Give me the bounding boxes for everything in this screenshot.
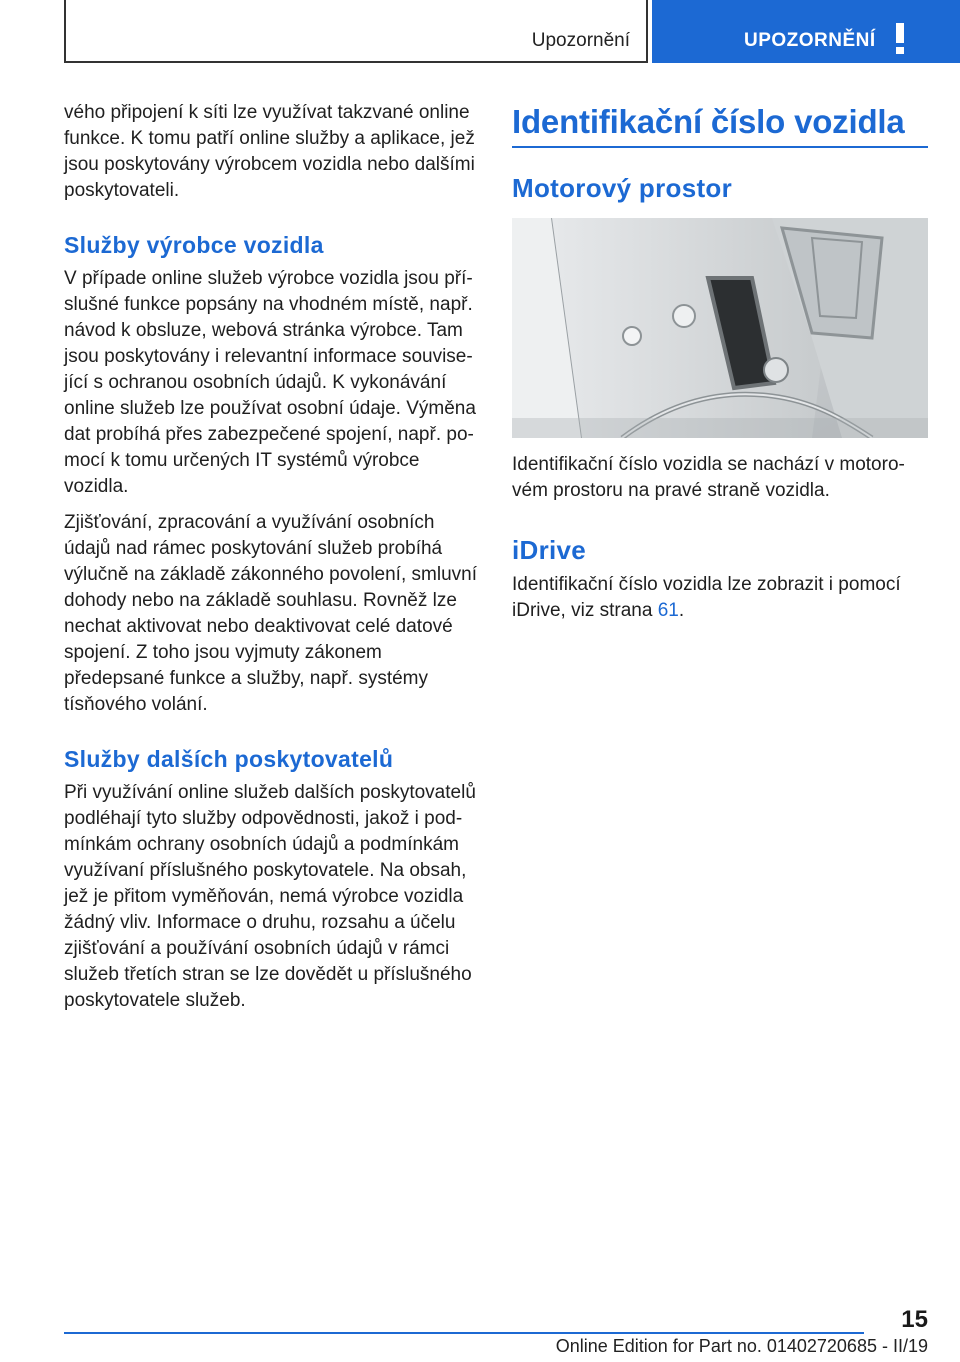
third-party-services-heading: Služby dalších poskytovatelů (64, 746, 394, 772)
right-column (512, 100, 928, 624)
page-reference-link[interactable]: 61 (657, 600, 679, 621)
header-chapter-title: UPOZORNĚNÍ (744, 30, 876, 51)
footer-rule (64, 1332, 864, 1334)
exclamation-icon (896, 23, 904, 53)
idrive-section (512, 534, 928, 624)
idrive-heading: iDrive (512, 535, 587, 565)
manufacturer-services-paragraph-2: Zjišťování, zpracování a využívání osobních údajů nad rámec poskytování služeb probíhá výlučně na základě zákonného povolení, smluvní dohody nebo na základě souhlasu. Rovněž lze nechat aktivovat nebo deaktivovat celé datové spojení. Z toho jsou vyjmuty zákonem předepsané funkce a služby, např. systémy tísňového volání. (64, 512, 477, 715)
footer-edition-text: Online Edition for Part no. 01402720685 - II/19 (555, 1336, 928, 1356)
chapter-heading-rule (512, 146, 928, 148)
idrive-suffix: . (678, 600, 685, 621)
engine-compartment-photo (512, 218, 928, 438)
page-number: 15 (901, 1306, 928, 1333)
idrive-paragraph (512, 572, 928, 624)
third-party-services-section (64, 744, 480, 1014)
chapter-heading: Identifikační číslo vozidla (512, 103, 905, 140)
header-chapter-tab[interactable] (652, 0, 960, 63)
intro-paragraph: vého připojení k síti lze využívat takzvané online funkce. K tomu patří online služby a aplikace, jež jsou poskytovány výrobcem vozidla nebo dalšími poskytovateli. (64, 102, 475, 201)
engine-compartment-heading: Motorový prostor (512, 173, 733, 203)
idrive-text: Identifikační číslo vozidla lze zobrazit i pomocí iDrive, viz strana (512, 574, 901, 621)
manufacturer-services-section (64, 230, 480, 718)
header-section-box (64, 0, 648, 63)
manufacturer-services-heading: Služby výrobce vozidla (64, 232, 324, 258)
third-party-services-paragraph: Při využívání online služeb dalších poskytovatelů podléhají tyto služby odpovědnosti, jakož i podmínkám ochrany osobních údajů a podmínkám využívaní příslušného poskytovatele. Na obsah, jež je přitom vyměňován, nemá výrobce vozidla žádný vliv. Informace o druhu, rozsahu a účelu zjišťování a používání osobních údajů v rámci služeb třetích stran se lze dovědět u příslušného poskytovatele služeb. (64, 782, 476, 1011)
engine-compartment-caption: Identifikační číslo vozidla se nachází v motorovém prostoru na pravé straně vozidla. (512, 454, 905, 501)
manufacturer-services-paragraph-1: V případe online služeb výrobce vozidla jsou příslušné funkce popsány na vhodném místě, např. návod k obsluze, webová stránka výrobce. Tam jsou poskytovány i relevantní informace související s ochranou osobních údajů. K vykonávání online služeb lze používat osobní údaje. Výměna dat probíhá přes zabezpečené spojení, např. pomocí k tomu určených IT systémů výrobce vozidla. (64, 268, 476, 497)
engine-compartment-section (512, 172, 928, 504)
header-section-title: Upozornění (531, 30, 630, 51)
left-column (64, 100, 480, 1014)
